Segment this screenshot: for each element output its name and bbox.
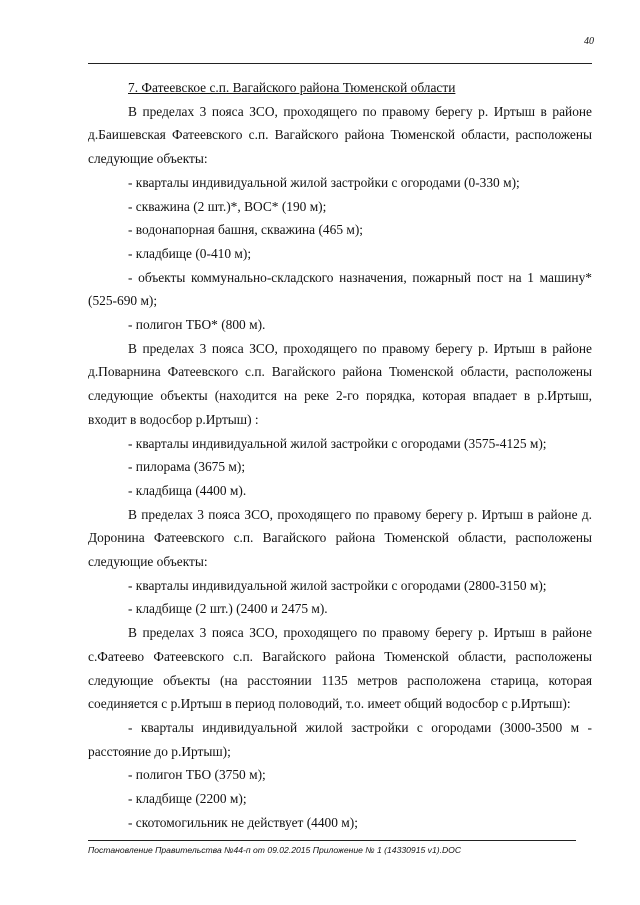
paragraph: В пределах 3 пояса ЗСО, проходящего по правому берегу р. Иртыш в районе д.Поварнина Фатеевского с.п. Вагайского района Тюменской области, расположены следующие объекты (находится на реке 2-го порядка, которая впадает в р.Иртыш, входит в водосбор р.Иртыш) : — [88, 340, 592, 427]
footer-rule — [88, 840, 576, 841]
list-item: - полигон ТБО* (800 м). — [128, 317, 266, 333]
list-item: - кварталы индивидуальной жилой застройки с огородами (2800-3150 м); — [128, 577, 547, 593]
page-number: 40 — [584, 36, 594, 47]
list-item: - кладбище (0-410 м); — [128, 245, 252, 261]
list-item: - кладбища (4400 м). — [128, 482, 247, 498]
list-item: - кварталы индивидуальной жилой застройки с огородами (3575-4125 м); — [128, 435, 547, 451]
list-item: - объекты коммунально-складского назначения, пожарный пост на 1 машину* (525-690 м); — [88, 269, 592, 309]
paragraph: В пределах 3 пояса ЗСО, проходящего по правому берегу р. Иртыш в районе д.Баишевская Фатеевского с.п. Вагайского района Тюменской области, расположены следующие объекты: — [88, 103, 592, 167]
document-body — [88, 76, 592, 835]
list-item: - кварталы индивидуальной жилой застройки с огородами (0-330 м); — [128, 174, 520, 190]
list-item: - скважина (2 шт.)*, ВОС* (190 м); — [128, 198, 327, 214]
list-item: - полигон ТБО (3750 м); — [128, 767, 266, 783]
list-item: - скотомогильник не действует (4400 м); — [128, 814, 358, 830]
paragraph: В пределах 3 пояса ЗСО, проходящего по правому берегу р. Иртыш в районе д. Доронина Фатеевского с.п. Вагайского района Тюменской области, расположены следующие объекты: — [88, 506, 592, 570]
footer-text: Постановление Правительства №44-п от 09.02.2015 Приложение № 1 (14330915 v1).DOC — [88, 845, 462, 855]
section-heading: 7. Фатеевское с.п. Вагайского района Тюменской области — [128, 80, 456, 95]
list-item: - кладбище (2200 м); — [128, 791, 247, 807]
list-item: - водонапорная башня, скважина (465 м); — [128, 222, 364, 238]
list-item: - пилорама (3675 м); — [128, 459, 246, 475]
list-item: - кварталы индивидуальной жилой застройки с огородами (3000-3500 м - расстояние до р.Иртыш); — [88, 719, 592, 759]
paragraph: В пределах 3 пояса ЗСО, проходящего по правому берегу р. Иртыш в районе с.Фатеево Фатеевского с.п. Вагайского района Тюменской области, расположены следующие объекты (на расстоянии 1135 метров расположена старица, которая соединяется с р.Иртыш в период половодий, т.о. имеет общий водосбор с р.Иртыш): — [88, 625, 592, 712]
content-blocks — [88, 100, 592, 835]
header-rule — [88, 63, 592, 64]
list-item: - кладбище (2 шт.) (2400 и 2475 м). — [128, 601, 328, 617]
